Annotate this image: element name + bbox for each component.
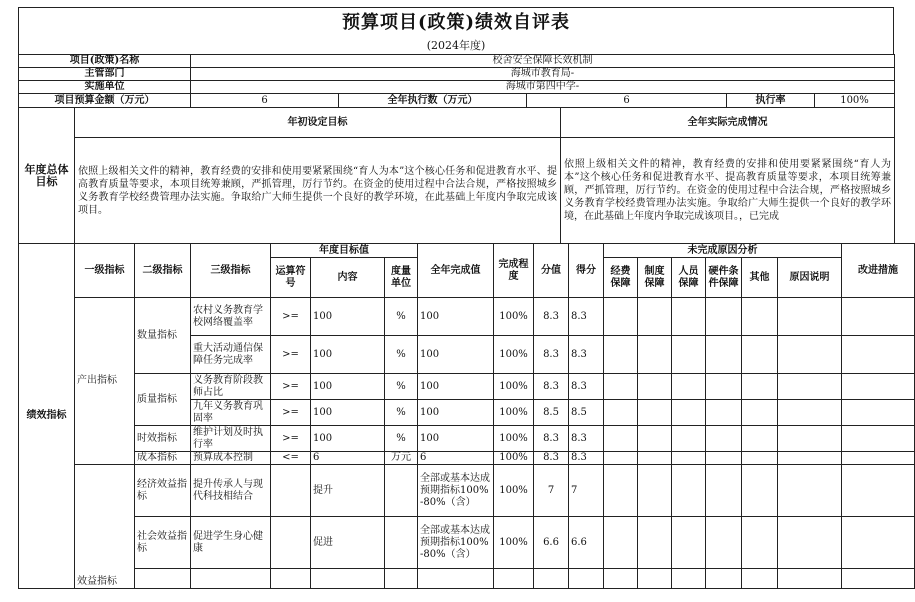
group-timely: 时效指标 [135,426,191,452]
header-op: 运算符号 [271,258,311,298]
header-full-value: 全年完成值 [418,244,494,298]
header-level2: 二级指标 [135,244,191,298]
empty-cell [778,374,842,400]
row-degree: 100% [494,336,534,374]
project-name-value: 校舍安全保障长效机制 [191,55,895,68]
evaluation-sheet [18,7,899,602]
initial-goal-text: 依照上级相关文件的精神，教育经费的安排和使用要紧紧围绕“育人为本”这个核心任务和促进教育水平、提高教育质量等要求，本项目统筹兼顾，严抓管理，厉行节约。在资金的使用过程中合法合规，严格按照城乡义务教育学校经费管理办法实施。争取给广大师生提供一个良好的教学环境，在此基础上年度内争取完成该项目。 [75,138,561,244]
row-unit: % [385,400,418,426]
year-subtitle: (2024年度) [18,37,894,54]
row-full: 100 [418,400,494,426]
group-quality: 质量指标 [135,374,191,426]
empty-cell [778,452,842,465]
row-level3: 九年义务教育巩固率 [191,400,271,426]
empty-cell [638,298,672,336]
row-op: <= [271,452,311,465]
row-full: 全部或基本达成预期指标100%-80%（含） [418,517,494,569]
row-full: 全部或基本达成预期指标100%-80%（含） [418,465,494,517]
header-funding: 经费保障 [604,258,638,298]
row-degree: 100% [494,298,534,336]
dept-label: 主管部门 [19,68,191,81]
empty-cell [604,426,638,452]
header-level1: 一级指标 [75,244,135,298]
budget-value: 6 [191,94,339,108]
empty-cell [534,569,569,589]
row-content: 6 [311,452,385,465]
annual-goals-table [18,107,895,244]
empty-cell [706,452,742,465]
row-score: 6.6 [534,517,569,569]
annual-goal-label: 年度总体目标 [19,108,75,244]
row-got: 8.3 [569,336,604,374]
empty-cell [706,298,742,336]
row-full: 100 [418,336,494,374]
group-output: 产出指标 [75,298,135,465]
row-full: 100 [418,374,494,400]
empty-cell [842,336,915,374]
empty-cell [842,426,915,452]
row-content: 100 [311,298,385,336]
empty-cell [842,400,915,426]
exec-label: 全年执行数（万元） [339,94,527,108]
row-got: 8.3 [569,452,604,465]
project-name-label: 项目(政策)名称 [19,55,191,68]
empty-cell [604,374,638,400]
empty-cell [742,426,778,452]
row-op: >= [271,298,311,336]
empty-cell [706,400,742,426]
actual-goal-text: 依照上级相关文件的精神，教育经费的安排和使用要紧紧围绕“育人为本”这个核心任务和促进教育水平、提高教育质量等要求，本项目统筹兼顾，严抓管理，厉行节约。在资金的使用过程中合法合规，严格按照城乡义务教育学校经费管理办法实施。争取给广大师生提供一个良好的教学环境，在此基础上年度内争取完成该项目。，已完成 [561,138,895,244]
performance-table [18,243,915,589]
row-got: 8.3 [569,426,604,452]
empty-cell [706,374,742,400]
row-score: 8.3 [534,452,569,465]
empty-cell [604,400,638,426]
unit-label: 实施单位 [19,81,191,94]
empty-cell [778,426,842,452]
header-measures: 改进措施 [842,244,915,298]
row-degree: 100% [494,374,534,400]
empty-cell [672,374,706,400]
row-op [271,517,311,569]
empty-cell [638,426,672,452]
exec-value: 6 [527,94,727,108]
row-got: 8.3 [569,298,604,336]
empty-cell [778,400,842,426]
row-level3: 维护计划及时执行率 [191,426,271,452]
empty-cell [604,298,638,336]
header-staff: 人员保障 [672,258,706,298]
row-content: 100 [311,426,385,452]
empty-cell [778,569,842,589]
empty-cell [672,452,706,465]
empty-cell [742,465,778,517]
empty-cell [638,452,672,465]
row-op: >= [271,400,311,426]
project-info-table [18,54,895,108]
row-level3: 重大活动通信保障任务完成率 [191,336,271,374]
empty-cell [742,400,778,426]
empty-cell [672,298,706,336]
empty-cell [135,569,191,589]
group-social: 社会效益指标 [135,517,191,569]
empty-cell [742,374,778,400]
row-content: 促进 [311,517,385,569]
rate-value: 100% [815,94,895,108]
initial-goal-header: 年初设定目标 [75,108,561,138]
header-hardware: 硬件条件保障 [706,258,742,298]
row-level3: 义务教育阶段教师占比 [191,374,271,400]
group-quantity: 数量指标 [135,298,191,374]
empty-cell [672,569,706,589]
header-reasons: 未完成原因分析 [604,244,842,258]
empty-cell [706,336,742,374]
empty-cell [638,336,672,374]
empty-cell [604,569,638,589]
header-degree: 完成程度 [494,244,534,298]
row-degree: 100% [494,517,534,569]
actual-goal-header: 全年实际完成情况 [561,108,895,138]
row-got: 6.6 [569,517,604,569]
empty-cell [742,517,778,569]
header-other: 其他 [742,258,778,298]
row-degree: 100% [494,400,534,426]
empty-cell [418,569,494,589]
empty-cell [672,336,706,374]
empty-cell [569,569,604,589]
unit-value: 海城市第四中学- [191,81,895,94]
budget-label: 项目预算金额（万元） [19,94,191,108]
header-unit: 度量单位 [385,258,418,298]
row-score: 8.3 [534,336,569,374]
row-score: 8.3 [534,426,569,452]
empty-cell [638,374,672,400]
empty-cell [638,465,672,517]
row-score: 8.3 [534,298,569,336]
group-effect: 效益指标 [75,465,135,589]
row-unit: % [385,426,418,452]
group-economic: 经济效益指标 [135,465,191,517]
row-level3: 预算成本控制 [191,452,271,465]
empty-cell [638,400,672,426]
row-op [271,465,311,517]
empty-cell [842,452,915,465]
perf-indicator-label: 绩效指标 [19,244,75,589]
row-unit: 万元 [385,452,418,465]
row-got: 7 [569,465,604,517]
row-unit: % [385,374,418,400]
row-content: 100 [311,400,385,426]
row-op: >= [271,374,311,400]
empty-cell [778,336,842,374]
header-explain: 原因说明 [778,258,842,298]
empty-cell [385,569,418,589]
row-level3: 提升传承人与现代科技相结合 [191,465,271,517]
row-got: 8.5 [569,400,604,426]
row-degree: 100% [494,426,534,452]
row-level3: 农村义务教育学校网络覆盖率 [191,298,271,336]
page-title: 预算项目(政策)绩效自评表 [18,7,894,37]
row-score: 7 [534,465,569,517]
header-score: 分值 [534,244,569,298]
row-op: >= [271,426,311,452]
row-score: 8.3 [534,374,569,400]
row-score: 8.5 [534,400,569,426]
empty-cell [706,569,742,589]
empty-cell [604,465,638,517]
empty-cell [742,336,778,374]
empty-cell [742,298,778,336]
empty-cell [672,426,706,452]
rate-label: 执行率 [727,94,815,108]
empty-cell [672,465,706,517]
row-content: 100 [311,374,385,400]
dept-value: 海城市教育局- [191,68,895,81]
empty-cell [842,374,915,400]
empty-cell [672,400,706,426]
empty-cell [638,569,672,589]
empty-cell [778,465,842,517]
empty-cell [778,298,842,336]
header-level3: 三级指标 [191,244,271,298]
row-full: 6 [418,452,494,465]
row-level3: 促进学生身心健康 [191,517,271,569]
row-degree: 100% [494,452,534,465]
empty-cell [842,517,915,569]
header-annual-target: 年度目标值 [271,244,418,258]
empty-cell [842,569,915,589]
empty-cell [604,517,638,569]
row-op: >= [271,336,311,374]
empty-cell [778,517,842,569]
row-degree: 100% [494,465,534,517]
row-full: 100 [418,298,494,336]
empty-cell [191,569,271,589]
row-content: 100 [311,336,385,374]
empty-cell [706,426,742,452]
empty-cell [672,517,706,569]
header-got: 得分 [569,244,604,298]
row-full: 100 [418,426,494,452]
empty-cell [494,569,534,589]
group-cost: 成本指标 [135,452,191,465]
row-unit: % [385,336,418,374]
row-unit [385,517,418,569]
header-system: 制度保障 [638,258,672,298]
row-content: 提升 [311,465,385,517]
empty-cell [842,465,915,517]
empty-cell [604,336,638,374]
empty-cell [706,465,742,517]
empty-cell [842,298,915,336]
empty-cell [638,517,672,569]
empty-cell [706,517,742,569]
empty-cell [271,569,311,589]
empty-cell [604,452,638,465]
empty-cell [742,452,778,465]
row-unit [385,465,418,517]
row-got: 8.3 [569,374,604,400]
empty-cell [311,569,385,589]
empty-cell [742,569,778,589]
header-content: 内容 [311,258,385,298]
row-unit: % [385,298,418,336]
